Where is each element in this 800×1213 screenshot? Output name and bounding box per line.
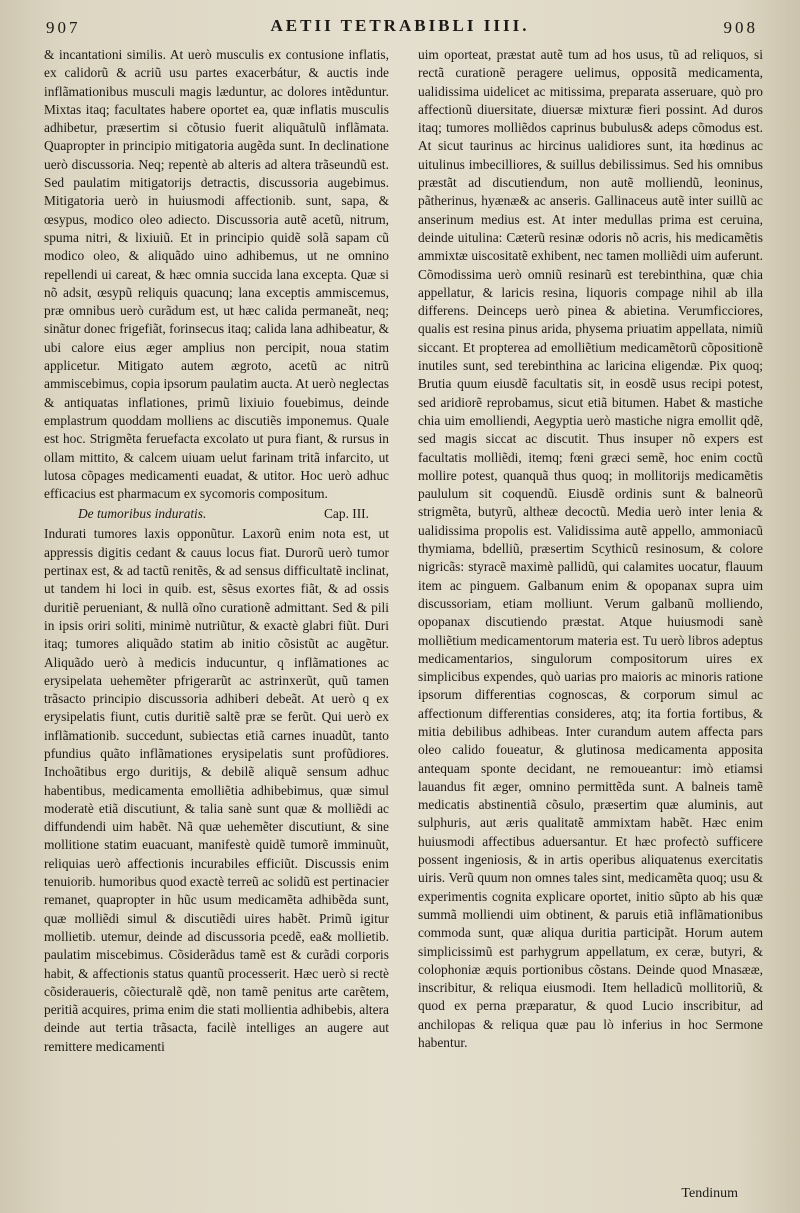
paragraph: & incantationi similis. At uerò musculis ex contusione inflatis, ex calidorũ & acriũ usu partes exacerbátur, & auctis inde inflãmationibus musculi magis læduntur, ac dolores intẽduntur. Mixtas itaq; facultates habere oportet ea, quæ inflatis musculis adhibetur, præsertim si cõtusio fuerit aliquãtulũ inflãmata. Quapropter in principio mitigatoria augẽda sunt. In declinatione uerò discussoria. Neq; repentè ab alteris ad altera trãseundũ est. Sed paulatim mitigatorijs detractis, discussoria augebimus. Mitigatoria uerò in huiusmodi affectionib. sunt, sapa, & œsypus, modico oleo adiecto. Discussoria autẽ acetũ, nitrum, spuma nitri, & lixiuiũ. Et in principio quidẽ solã sapam cũ modico oleo, & aliquãdo uino adhibemus, ut ne omnino repellendi ui careat, & hæc omnia succida lana excepta. Quæ si nõ adsit, œsypũ reliquis quacunq; lana exceptis ammiscemus, præ omnibus uerò curãdum est, ut hæc calida permaneãt, neq; sinãtur donec frigefiãt, forinsecus itaq; calida lana adhibeatur, & ubi calore eius æger amplius non percipit, noua statim applicetur. Mitigato autem ægroto, acetũ ac nitrũ ammiscebimus, copia ipsorum paulatim aucta. At uerò neglectas & antiquatas inflationes, primũ lixiuio fouebimus, deinde emplastrum quoddam molliens ac discutiẽs imponemus. Quale est hoc. Strigmẽta feruefacta excolato ut pura fiant, & rursus in ollam mittito, & calcem uiuam uelut farinam tritã infarcito, ut lutosa cõpages medicamenti euadat, & utitor. Hoc uerò adhuc efficacius est pharmacum ex sycomoris compositum. xyxy=(44,47,389,502)
chapter-title: De tumoribus induratis. xyxy=(78,506,207,522)
catchword: Tendinum xyxy=(681,1186,738,1201)
running-title: AETII TETRABIBLI IIII. xyxy=(270,16,530,35)
page-number-left: 907 xyxy=(46,18,81,37)
right-column xyxy=(418,46,763,1186)
running-head xyxy=(40,16,760,42)
left-column xyxy=(44,46,389,1186)
page-number-right: 908 xyxy=(723,18,758,37)
chapter-number: Cap. III. xyxy=(324,506,369,522)
paragraph: Indurati tumores laxis opponũtur. Laxorũ enim nota est, ut appressis digitis cedant & cauus locus fiat. Durorũ uerò tumor pertinax est, & ad tactũ renitẽs, & ad sensus difficultatẽ inclinat, ut tandem hi loci in quib. est, sẽsus exortes fiãt, & ad ossis duritiẽ perueniant, & nullã oĩno curationẽ admittant. Sed & pili in ipsis oriri soliti, minimè nutriũtur, & exactè glabri fiũt. Duri itaq; tumores aliquãdo statim ab initio cõsistũt ac augẽtur. Aliquãdo uerò à medicis inducuntur, q inflãmationes ac erysipelata uehemẽter pfrigerarũt ac astrinxerũt, quũ tamen trãsacto principio discussoria adhiberi debeãt. At uerò q ex erysipelatis fiunt, cutis duritiẽ saltẽ præ se ferũt. Qui uerò ex inflãmationib. succedunt, subiectas etiã carnes inuadũt, tanto pfundius quãto inflãmationes erysipelatis sunt profũdiores. Inchoãtibus ergo duritijs, & debilẽ aliquẽ sensum adhuc habentibus, medicamenta emolliẽtia adhibebimus, quæ simul moderatè etiã discutiunt, & talia sanè sunt quæ & molliẽdi ac diffundendi uim habẽt. Nã quæ uehemẽter discutiunt, & sine mollitione statim euacuant, manifestè quidẽ tumorẽ imminuũt, reliquias uerò affectionis incurabiles efficiũt. Discussis enim tenuiorib. humoribus quod exactè terreũ ac solidũ est pertinacier remanet, quapropter in hũc usum medicamẽta adhibẽda sunt, quæ molliẽdi simul & discutiẽdi uires habẽt. Primũ igitur mollietib. utemur, deinde ad discussoria pcedẽ, ea& mollietib. paulatim miscebimus. Cõsiderãdus tamẽ est & curãdi corporis habit, & affectionis status quantũ processerit. Hæc uerò si rectè cõsideraueris, cõiecturalẽ qdẽ, non tamẽ penitus arte carẽtem, peritiã acquires, prima enim die stati mollientia adhibebis, altera deinde aut tertia trãsacta, facilè intelliges an augere aut remittere medicamenti xyxy=(44,526,389,1054)
chapter-heading xyxy=(44,505,389,523)
paragraph: uim oporteat, præstat autẽ tum ad hos usus, tũ ad reliquos, si rectã curationẽ peragere uelimus, oppositã medicamenta, ualidissima uidelicet ac mitissima, preparata asseruare, quò pro affectionũ diuersitate, diuersæ mixturæ fieri possint. Ad duros itaq; tumores molliẽdos caprinus bubulus& adeps cõmodus est. At sicut taurinus ac hircinus ualidiores sunt, ita hœdinus ac uitulinus imbecilliores, & suillus debilissimus. Sed his omnibus præstãt ad discutiendum, non autẽ molliendũ, leoninus, pãtherinus, hyænæ& ac anseris. Gallinaceus autẽ inter suillũ ac anserinum medius est. At inter medullas prima est ceruina, deinde uitulina: Cæterũ resinæ odoris nõ acris, his medicamẽtis ammixtæ uiscositatẽ exhibent, nec tamen molliẽdi uim auferunt. Cõmodissima uerò omniũ resinarũ est terebinthina, quæ chia appellatur, & laricis resina, liquoris compage nihil ab illa differens. Deinceps uerò pinea & abietina. Verumficciores, qualis est resina pinus arida, physema priuatim appellata, nimiũ siccant. Et propterea ad emolliẽtium medicamẽtorũ cõpositionẽ inutiles sunt, sed terebinthina ac laricina eligendæ. Pix quoq; Brutia quum eiusdẽ facultatis sit, in eosdẽ usus recipi potest, sed aridiorẽ reprobamus, sicut etiã bitumen. Habet & mastiche chia uim emolliendi, Aegyptia uerò mastiche nigra emollit qdẽ, sed magis siccat ac discutit. Thus insuper nõ expers est facultatis molliẽdi, itemq; fœni græci semẽ, hoc enim coctũ mollire potest, quanquã thus quoq; in mollitorijs medicamẽtis paululum sit coquendũ. Eiusdẽ ordinis sunt & balneorũ strigmẽta, butyrũ, altheæ decoctũ. Media uerò inter lenia & ualidissima propolis est. Validissima autẽ appello, ammoniacũ thymiama, bdelliũ, præsertim Scythicũ resinosum, & colore nigricãs: styracẽ maximè pallidũ, qui calamites uocatur, flauum item ac pinguem. Galbanum enim & opopanax supra uim discussoriam, etiam molliunt. Verum galbanũ molliendo, opopanax discutiendo præstat. Atque huiusmodi sanè molliẽtium medicamentorum materia est. Tu uerò libros adeptus medicamentarios, singulorum compositorum uires ex simplicibus expendes, quò uarias pro maioris ac minoris ratione ipsorum differentias cognoscas, & corporum simul ac affectionum differentias consideres, atq; ita fortia fortibus, & mitia debilibus adhibeas. Inter curandum autem affecta pars oleo calido foueatur, & glutinosa medicamenta apposita antequam sponte decidant, ne remoueantur: imò etiamsi lauandus fit æger, omnino permittẽda sunt. A balneis tamẽ medicatis abstinentiã cõsulo, præsertim quæ aluminis, aut sulphuris, aut æris qualitatẽ ammixtam habẽt. Hæc enim huiusmodi affectibus aduersantur. Et hæc profectò sufficere possent ingeniosis, & in artis operibus aliquatenus exercitatis uiris. Verũ quum non omnes tales sint, medicamẽta quoq; usu & experimentis cognita explicare oportet, initio sũpto ab his quæ summã molliendi uim obtinent, & paruis etiã inflãmationibus commoda sunt, quæ aliqua duritia participãt. Horum autem simplicissimũ est parhygrum appellatum, ex ceræ, butyri, & colophoniæ æquis portionibus cõstans. Deinde quod Mnasææ, inscribitur, & reliqua eiusmodi. Item helladicũ mollitoriũ, & quod ex perna præparatur, & quod Lucio inscribitur, ad anchilopas & reliqua quæ pau lò inferius in hoc Sermone habentur. xyxy=(418,47,763,1051)
